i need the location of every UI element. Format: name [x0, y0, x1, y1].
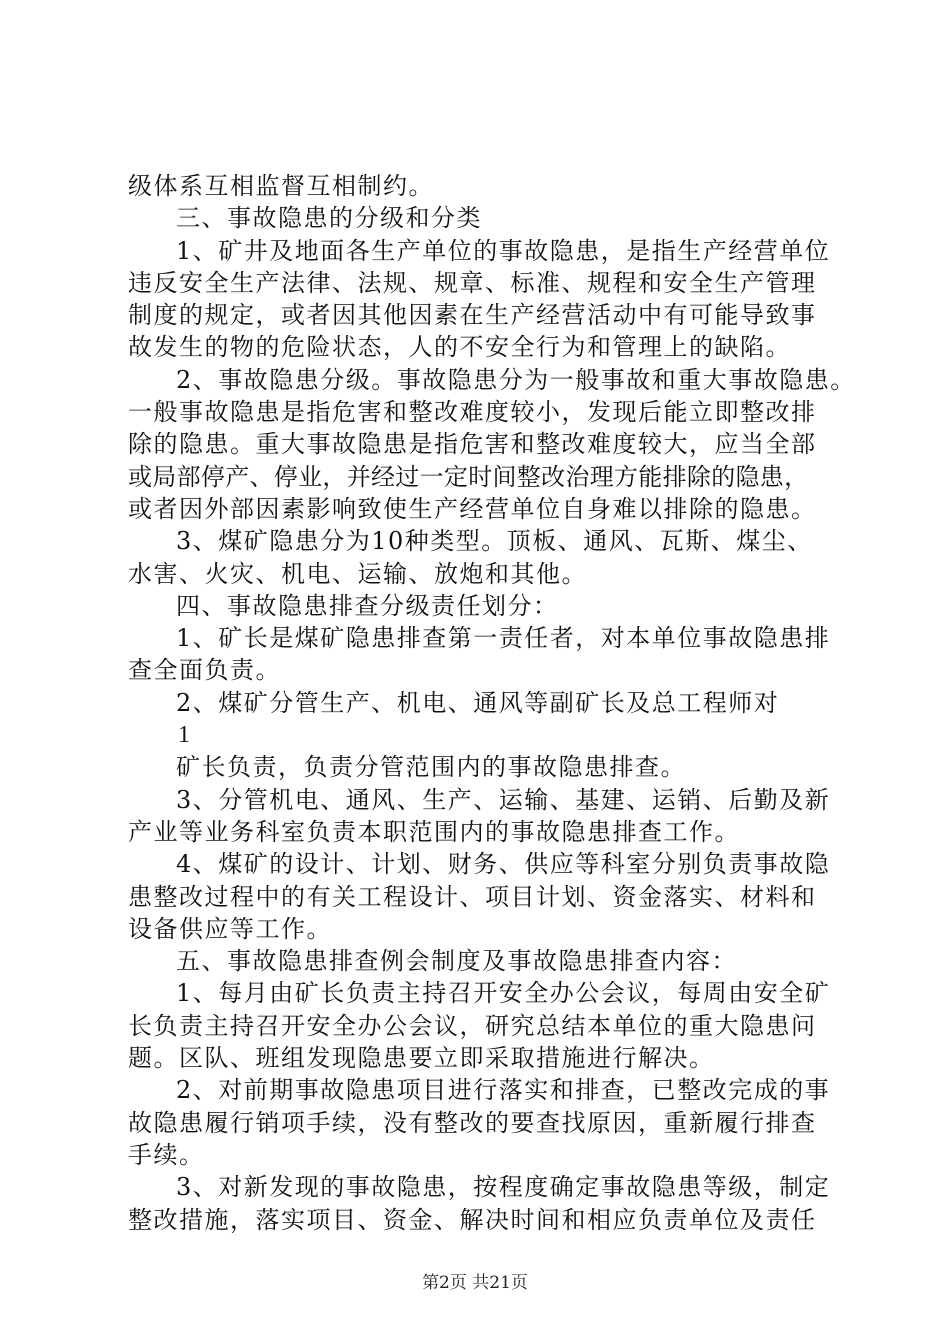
text-line: 3、分管机电、通风、生产、运输、基建、运销、后勤及新	[176, 785, 831, 814]
section-heading: 四、事故隐患排查分级责任划分：	[176, 591, 559, 620]
text-line: 3、煤矿隐患分为10种类型。顶板、通风、瓦斯、煤尘、	[176, 527, 813, 556]
text-line: 水害、火灾、机电、运输、放炮和其他。	[128, 559, 587, 588]
text-line: 手续。	[128, 1140, 205, 1169]
text-line: 违反安全生产法律、法规、规章、标准、规程和安全生产管理	[128, 268, 817, 297]
document-body	[128, 170, 856, 1236]
text-line: 或者因外部因素影响致使生产经营单位自身难以排除的隐患。	[128, 494, 817, 523]
section-heading: 五、事故隐患排查例会制度及事故隐患排查内容：	[176, 947, 737, 976]
text-line: 制度的规定，或者因其他因素在生产经营活动中有可能导致事	[128, 301, 817, 330]
text-line: 矿长负责，负责分管范围内的事故隐患排查。	[176, 753, 686, 782]
text-line: 患整改过程中的有关工程设计、项目计划、资金落实、材料和	[128, 882, 817, 911]
text-line: 2、煤矿分管生产、机电、通风等副矿长及总工程师对	[176, 688, 780, 717]
text-line: 2、事故隐患分级。事故隐患分为一般事故和重大事故隐患。	[176, 365, 856, 394]
text-line: 长负责主持召开安全办公会议，研究总结本单位的重大隐患问	[128, 1011, 817, 1040]
text-line: 4、煤矿的设计、计划、财务、供应等科室分别负责事故隐	[176, 850, 831, 879]
text-line: 故发生的物的危险状态，人的不安全行为和管理上的缺陷。	[128, 333, 791, 362]
text-line: 1、矿井及地面各生产单位的事故隐患，是指生产经营单位	[176, 236, 831, 265]
text-line: 除的隐患。重大事故隐患是指危害和整改难度较大，应当全部	[128, 430, 817, 459]
text-line: 设备供应等工作。	[128, 914, 332, 943]
text-line: 1、矿长是煤矿隐患排查第一责任者，对本单位事故隐患排	[176, 624, 831, 653]
text-line: 产业等业务科室负责本职范围内的事故隐患排查工作。	[128, 817, 740, 846]
text-line: 一般事故隐患是指危害和整改难度较小，发现后能立即整改排	[128, 398, 817, 427]
text-line: 或局部停产、停业，并经过一定时间整改治理方能排除的隐患，	[128, 462, 809, 491]
text-line: 3、对新发现的事故隐患，按程度确定事故隐患等级，制定	[176, 1173, 831, 1202]
text-line: 题。区队、班组发现隐患要立即采取措施进行解决。	[128, 1044, 715, 1073]
text-line: 整改措施，落实项目、资金、解决时间和相应负责单位及责任	[128, 1205, 817, 1234]
text-line: 级体系互相监督互相制约。	[128, 172, 434, 200]
inline-page-number: 1	[178, 722, 192, 749]
text-line: 2、对前期事故隐患项目进行落实和排查，已整改完成的事	[176, 1076, 831, 1105]
section-heading: 三、事故隐患的分级和分类	[176, 204, 482, 233]
page-footer: 第2页 共21页	[422, 1273, 528, 1293]
text-line: 查全面负责。	[128, 656, 281, 685]
text-line: 故隐患履行销项手续，没有整改的要查找原因，重新履行排查	[128, 1108, 817, 1137]
text-line: 1、每月由矿长负责主持召开安全办公会议，每周由安全矿	[176, 979, 831, 1008]
